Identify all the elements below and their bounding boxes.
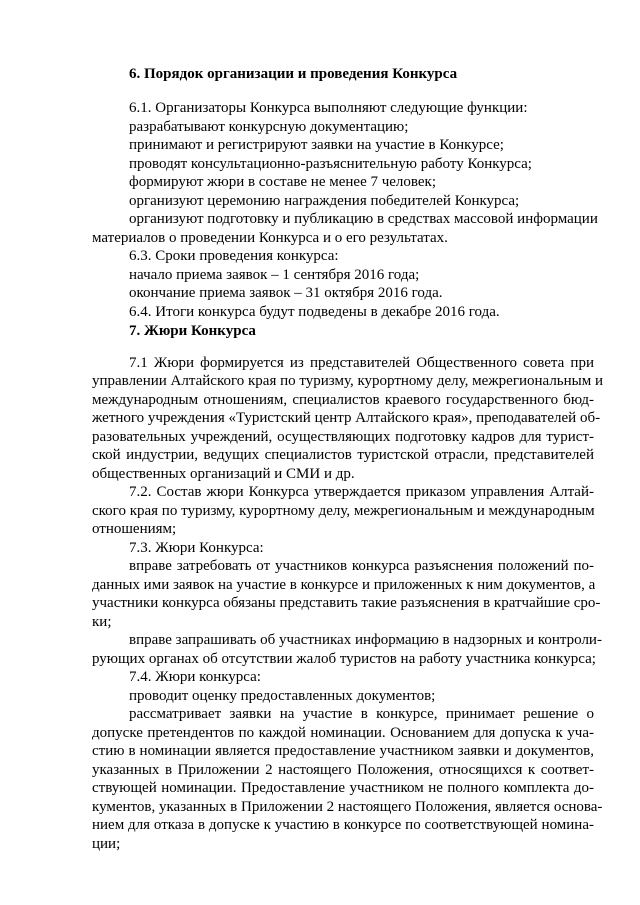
paragraph-line: проводит оценку предоставленных документов; (129, 688, 436, 704)
paragraph-line: разовательных учреждений, осуществляющих подготовку кадров для турист- (92, 429, 594, 445)
paragraph-line: рассматривает заявки на участие в конкурсе, принимает решение о (129, 706, 594, 722)
paragraph-line: 7.3. Жюри Конкурса: (129, 540, 264, 556)
paragraph-line: 7.2. Состав жюри Конкурса утверждается приказом управления Алтай- (129, 484, 594, 500)
paragraph-line: начало приема заявок – 1 сентября 2016 года; (129, 267, 420, 283)
paragraph-line: рующих органах об отсутствии жалоб туристов на работу участника конкурса; (92, 651, 596, 667)
section-7-heading: 7. Жюри Конкурса (129, 323, 256, 339)
paragraph-line: указанных в Приложении 2 настоящего Положения, относящихся к соответ- (92, 762, 594, 778)
paragraph-line: кументов, указанных в Приложении 2 настоящего Положения, является основа- (92, 799, 603, 815)
paragraph-line: проводят консультационно-разъяснительную работу Конкурса; (129, 156, 532, 172)
paragraph-line: ки; (92, 614, 112, 630)
paragraph-line: 7.4. Жюри конкурса: (129, 669, 261, 685)
paragraph-line: формируют жюри в составе не менее 7 человек; (129, 174, 437, 190)
paragraph-line: международным отношениям, специалистов краевого государственного бюд- (92, 392, 594, 408)
paragraph-line: разрабатывают конкурсную документацию; (129, 119, 409, 135)
paragraph-line: организуют подготовку и публикацию в средствах массовой информации (129, 211, 598, 227)
paragraph-line: 6.3. Сроки проведения конкурса: (129, 248, 339, 264)
paragraph-line: вправе затребовать от участников конкурса разъяснения положений по- (129, 558, 594, 574)
paragraph-line: 6.4. Итоги конкурса будут подведены в декабре 2016 года. (129, 304, 500, 320)
paragraph-line: общественных организаций и СМИ и др. (92, 466, 355, 482)
paragraph-line: ского края по туризму, курортному делу, межрегиональным и международным (92, 503, 595, 519)
paragraph-line: окончание приема заявок – 31 октября 2016 года. (129, 285, 443, 301)
paragraph-line: 6.1. Организаторы Конкурса выполняют следующие функции: (129, 100, 528, 116)
paragraph-line: ствующей номинации. Предоставление участником не полного комплекта до- (92, 780, 594, 796)
paragraph-line: нием для отказа в допуске к участию в конкурсе по соответствующей номина- (92, 817, 594, 833)
paragraph-line: отношениям; (92, 521, 177, 537)
paragraph-line: организуют церемонию награждения победителей Конкурса; (129, 193, 520, 209)
paragraph-line: стию в номинации является предоставление участником заявки и документов, (92, 743, 594, 759)
paragraph-line: 7.1 Жюри формируется из представителей Общественного совета при (129, 355, 594, 371)
paragraph-line: ской индустрии, ведущих специалистов туристской отрасли, представителей (92, 447, 594, 463)
paragraph-line: принимают и регистрируют заявки на участие в Конкурсе; (129, 137, 504, 153)
paragraph-line: жетного учреждения «Туристский центр Алтайского края», преподавателей об- (92, 410, 601, 426)
paragraph-line: управлении Алтайского края по туризму, курортному делу, межрегиональным и (92, 373, 604, 389)
paragraph-line: участники конкурса обязаны представить такие разъяснения в кратчайшие сро- (92, 595, 601, 611)
paragraph-line: материалов о проведении Конкурса и о его результатах. (92, 230, 448, 246)
section-6-heading: 6. Порядок организации и проведения Конкурса (129, 66, 458, 82)
paragraph-line: допуске претендентов по каждой номинации. Основанием для допуска к уча- (92, 725, 594, 741)
paragraph-line: ции; (92, 836, 121, 852)
paragraph-line: вправе запрашивать об участниках информацию в надзорных и контроли- (129, 632, 602, 648)
paragraph-line: данных ими заявок на участие в конкурсе и приложенных к ним документов, а (92, 577, 596, 593)
